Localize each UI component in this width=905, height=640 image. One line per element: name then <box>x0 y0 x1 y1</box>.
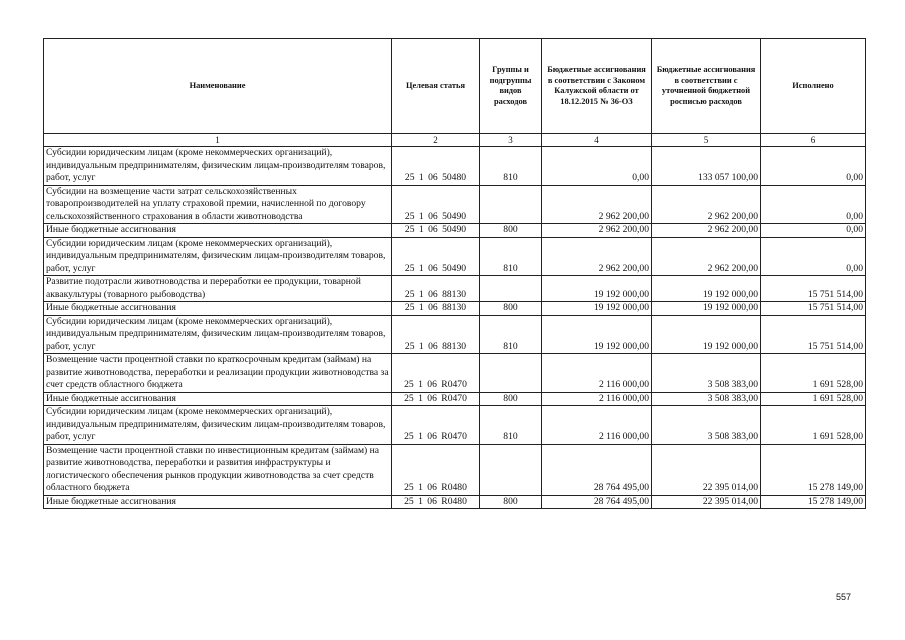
row-expense-group: 810 <box>480 237 542 276</box>
table-row <box>44 185 866 224</box>
row-budget-law: 0,00 <box>542 147 652 186</box>
row-expense-group <box>480 185 542 224</box>
row-expense-group: 810 <box>480 406 542 445</box>
budget-table <box>43 38 866 509</box>
row-budget-refined: 19 192 000,00 <box>652 276 761 302</box>
header-target-article: Целевая статья <box>392 39 480 134</box>
row-target-article: 25 1 06 R0470 <box>392 354 480 393</box>
row-expense-group: 810 <box>480 147 542 186</box>
row-name: Возмещение части процентной ставки по инвестиционным кредитам (займам) на развитие животноводства, переработки и развития инфраструктуры и логистического обеспечения рынков продукции животноводства за счет средств областного бюджета <box>44 444 392 495</box>
row-budget-law: 2 116 000,00 <box>542 406 652 445</box>
table-row <box>44 237 866 276</box>
row-target-article: 25 1 06 50490 <box>392 237 480 276</box>
table-row <box>44 392 866 406</box>
header-expense-groups: Группы и подгруппы видов расходов <box>480 39 542 134</box>
row-target-article: 25 1 06 88130 <box>392 276 480 302</box>
table-row <box>44 147 866 186</box>
row-executed: 15 751 514,00 <box>761 315 866 354</box>
row-budget-refined: 2 962 200,00 <box>652 237 761 276</box>
row-budget-refined: 3 508 383,00 <box>652 354 761 393</box>
row-target-article: 25 1 06 R0470 <box>392 392 480 406</box>
row-budget-law: 28 764 495,00 <box>542 444 652 495</box>
row-budget-law: 19 192 000,00 <box>542 276 652 302</box>
row-budget-refined: 2 962 200,00 <box>652 224 761 238</box>
header-name: Наименование <box>44 39 392 134</box>
column-number: 6 <box>761 134 866 147</box>
row-expense-group: 800 <box>480 392 542 406</box>
row-target-article: 25 1 06 50490 <box>392 224 480 238</box>
row-target-article: 25 1 06 88130 <box>392 315 480 354</box>
row-budget-refined: 22 395 014,00 <box>652 495 761 509</box>
column-number-row <box>44 134 866 147</box>
row-name: Субсидии юридическим лицам (кроме некоммерческих организаций), индивидуальным предпринимателям, физическим лицам-производителям товаров, работ, услуг <box>44 147 392 186</box>
row-budget-law: 2 962 200,00 <box>542 185 652 224</box>
header-budget-refined: Бюджетные ассигнования в соответствии с уточненной бюджетной росписью расходов <box>652 39 761 134</box>
row-executed: 1 691 528,00 <box>761 354 866 393</box>
row-budget-law: 2 962 200,00 <box>542 224 652 238</box>
row-executed: 0,00 <box>761 224 866 238</box>
table-row <box>44 315 866 354</box>
row-expense-group: 800 <box>480 302 542 316</box>
header-executed: Исполнено <box>761 39 866 134</box>
row-executed: 15 751 514,00 <box>761 302 866 316</box>
row-budget-refined: 19 192 000,00 <box>652 315 761 354</box>
table-row <box>44 495 866 509</box>
row-executed: 1 691 528,00 <box>761 406 866 445</box>
row-budget-refined: 133 057 100,00 <box>652 147 761 186</box>
row-expense-group <box>480 444 542 495</box>
header-budget-law: Бюджетные ассигнования в соответствии с Законом Калужской области от 18.12.2015 № 36-ОЗ <box>542 39 652 134</box>
row-budget-refined: 19 192 000,00 <box>652 302 761 316</box>
row-executed: 0,00 <box>761 147 866 186</box>
table-row <box>44 276 866 302</box>
column-number: 3 <box>480 134 542 147</box>
row-expense-group: 800 <box>480 495 542 509</box>
row-executed: 0,00 <box>761 237 866 276</box>
column-number: 2 <box>392 134 480 147</box>
row-budget-law: 28 764 495,00 <box>542 495 652 509</box>
column-number: 1 <box>44 134 392 147</box>
row-executed: 15 278 149,00 <box>761 444 866 495</box>
row-target-article: 25 1 06 88130 <box>392 302 480 316</box>
row-name: Субсидии юридическим лицам (кроме некоммерческих организаций), индивидуальным предпринимателям, физическим лицам-производителям товаров, работ, услуг <box>44 406 392 445</box>
page-number: 557 <box>836 592 852 602</box>
row-executed: 0,00 <box>761 185 866 224</box>
row-budget-refined: 3 508 383,00 <box>652 406 761 445</box>
row-budget-refined: 22 395 014,00 <box>652 444 761 495</box>
row-name: Развитие подотрасли животноводства и переработки ее продукции, товарной аквакультуры (товарного рыбоводства) <box>44 276 392 302</box>
row-expense-group <box>480 354 542 393</box>
row-name: Иные бюджетные ассигнования <box>44 392 392 406</box>
row-target-article: 25 1 06 R0480 <box>392 495 480 509</box>
row-budget-law: 2 116 000,00 <box>542 392 652 406</box>
row-budget-refined: 2 962 200,00 <box>652 185 761 224</box>
row-budget-law: 19 192 000,00 <box>542 302 652 316</box>
table-row <box>44 406 866 445</box>
row-name: Возмещение части процентной ставки по краткосрочным кредитам (займам) на развитие животноводства, переработки и реализации продукции животноводства за счет средств областного бюджета <box>44 354 392 393</box>
table-row <box>44 224 866 238</box>
row-name: Субсидии юридическим лицам (кроме некоммерческих организаций), индивидуальным предпринимателям, физическим лицам-производителям товаров, работ, услуг <box>44 237 392 276</box>
row-executed: 15 278 149,00 <box>761 495 866 509</box>
row-target-article: 25 1 06 R0480 <box>392 444 480 495</box>
column-number: 5 <box>652 134 761 147</box>
row-name: Иные бюджетные ассигнования <box>44 302 392 316</box>
table-row <box>44 444 866 495</box>
row-budget-law: 19 192 000,00 <box>542 315 652 354</box>
row-name: Субсидии юридическим лицам (кроме некоммерческих организаций), индивидуальным предпринимателям, физическим лицам-производителям товаров, работ, услуг <box>44 315 392 354</box>
row-name: Субсидии на возмещение части затрат сельскохозяйственных товаропроизводителей на уплату страховой премии, начисленной по договору сельскохозяйственного страхования в области животноводства <box>44 185 392 224</box>
row-target-article: 25 1 06 50490 <box>392 185 480 224</box>
row-name: Иные бюджетные ассигнования <box>44 495 392 509</box>
table-row <box>44 302 866 316</box>
row-budget-refined: 3 508 383,00 <box>652 392 761 406</box>
row-name: Иные бюджетные ассигнования <box>44 224 392 238</box>
row-budget-law: 2 962 200,00 <box>542 237 652 276</box>
table-row <box>44 354 866 393</box>
column-number: 4 <box>542 134 652 147</box>
header-row <box>44 39 866 134</box>
row-expense-group: 800 <box>480 224 542 238</box>
row-expense-group <box>480 276 542 302</box>
row-budget-law: 2 116 000,00 <box>542 354 652 393</box>
row-executed: 1 691 528,00 <box>761 392 866 406</box>
row-executed: 15 751 514,00 <box>761 276 866 302</box>
row-target-article: 25 1 06 R0470 <box>392 406 480 445</box>
row-target-article: 25 1 06 50480 <box>392 147 480 186</box>
row-expense-group: 810 <box>480 315 542 354</box>
